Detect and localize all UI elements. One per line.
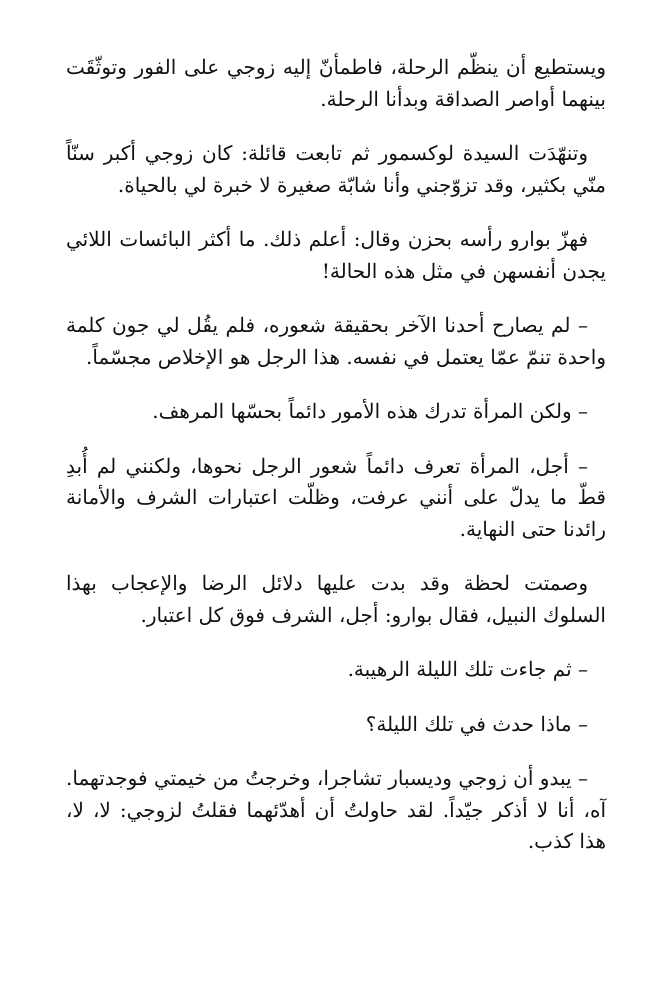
paragraph-4: – لم يصارح أحدنا الآخر بحقيقة شعوره، فلم يقُل لي جون كلمة واحدة تنمّ عمّا يعتمل في نفسه. هذا الرجل هو الإخلاص مجسّماً.	[66, 313, 606, 369]
document-page	[66, 52, 606, 881]
paragraph-3: فهزّ بوارو رأسه بحزن وقال: أعلم ذلك. ما أكثر البائسات اللائي يجدن أنفسهن في مثل هذه الحالة!	[66, 227, 606, 283]
paragraph-9: – ماذا حدث في تلك الليلة؟	[365, 711, 588, 736]
paragraph-1: ويستطيع أن ينظّم الرحلة، فاطمأنّ إليه زوجي على الفور وتوثّقَت بينهما أواصر الصداقة وبدأنا الرحلة.	[66, 55, 606, 111]
paragraph-7: وصمتت لحظة وقد بدت عليها دلائل الرضا والإعجاب بهذا السلوك النبيل، فقال بوارو: أجل، الشرف فوق كل اعتبار.	[66, 571, 606, 627]
paragraph-2: وتنهّدَت السيدة لوكسمور ثم تابعت قائلة: كان زوجي أكبر سنّاً منّي بكثير، وقد تزوّجني وأنا شابّة صغيرة لا خبرة لي بالحياة.	[66, 141, 606, 197]
paragraph-8: – ثم جاءت تلك الليلة الرهيبة.	[347, 657, 588, 681]
paragraph-6: – أجل، المرأة تعرف دائماً شعور الرجل نحوها، ولكنني لم أُبدِ قطّ ما يدلّ على أنني عرفت، وظلّت اعتبارات الشرف والأمانة رائدنا حتى النهاية.	[66, 453, 606, 541]
paragraph-10: – يبدو أن زوجي وديسبار تشاجرا، وخرجتُ من خيمتي فوجدتهما. آه، أنا لا أذكر جيّداً. لقد حاولتُ أن أهدّئهما فقلتُ لزوجي: لا، لا، هذا كذب.	[66, 766, 606, 853]
paragraph-5: – ولكن المرأة تدرك هذه الأمور دائماً بحسّها المرهف.	[152, 399, 588, 423]
